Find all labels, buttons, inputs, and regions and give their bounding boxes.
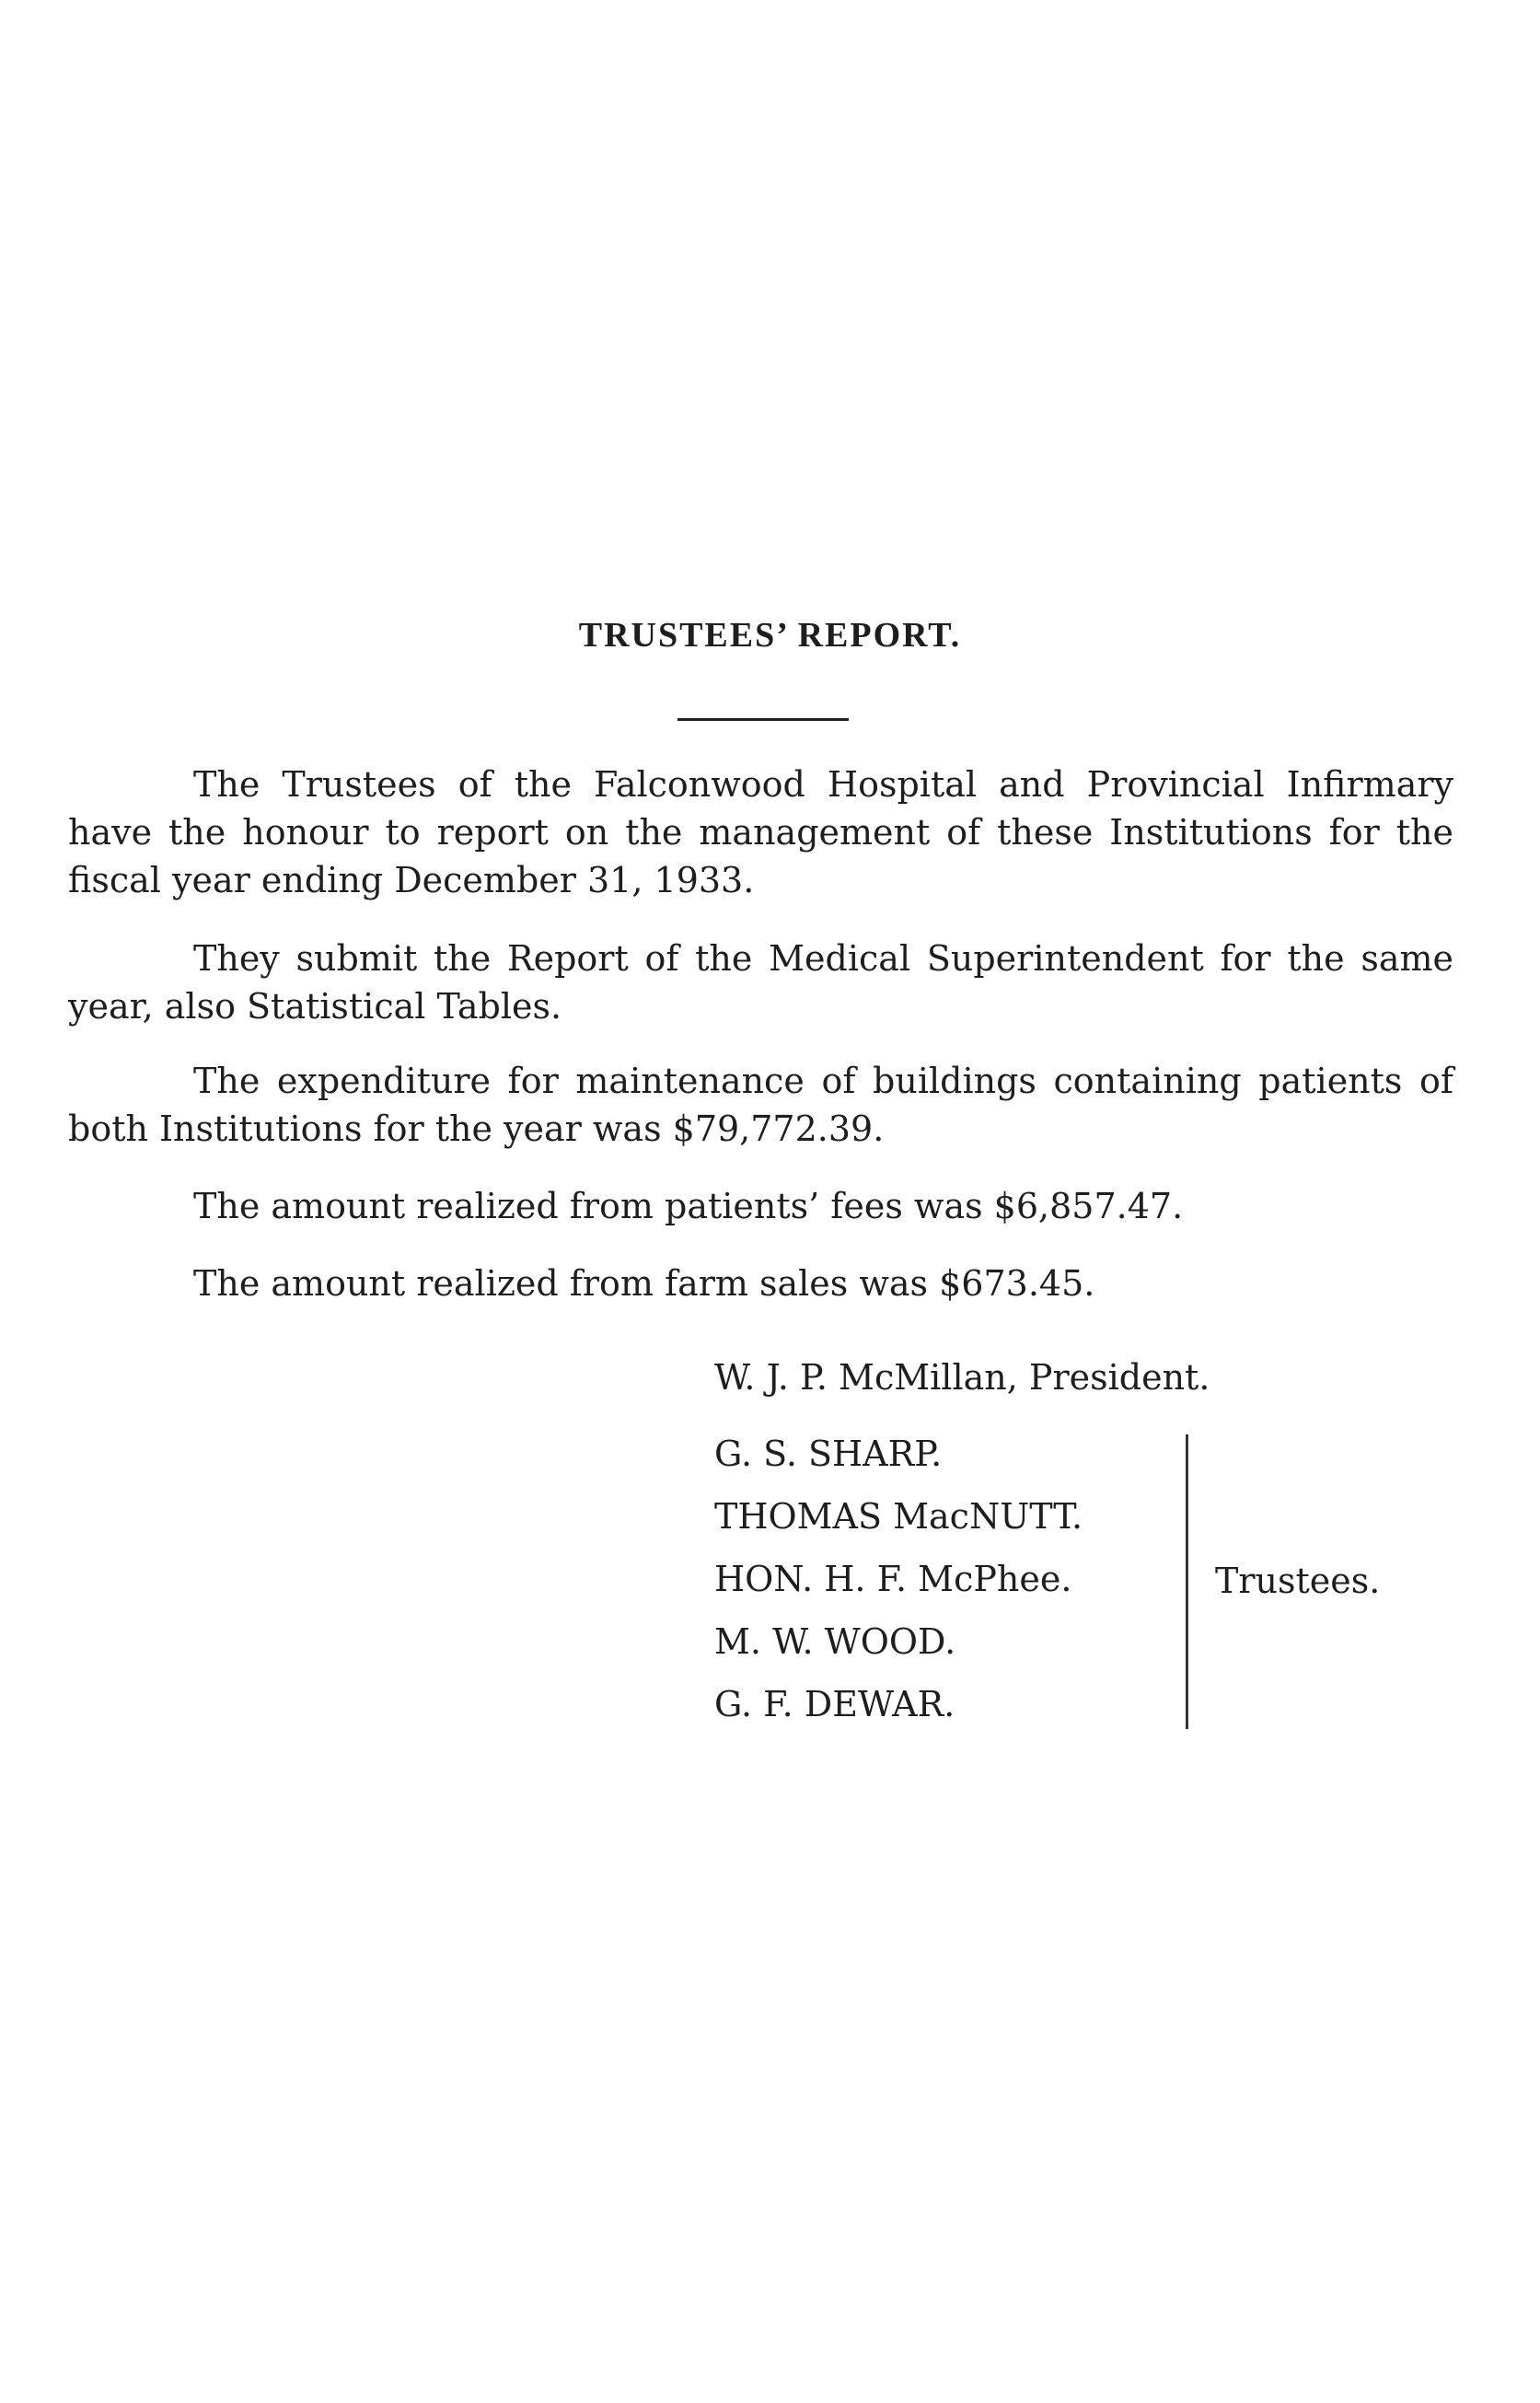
- paragraph-patient-fees-text: The amount realized from patients’ fees was $6,857.47.: [193, 1186, 1184, 1226]
- title-divider: [677, 718, 849, 721]
- paragraph-intro-text: The Trustees of the Falconwood Hospital and Provincial Infirmary have the honour to report on the management of these Institutions for the fiscal year ending December 31, 1933.: [68, 764, 1453, 900]
- trustee-name: M. W. WOOD.: [714, 1621, 956, 1662]
- trustee-name: G. F. DEWAR.: [714, 1684, 955, 1724]
- trustees-label: Trustees.: [1215, 1561, 1381, 1601]
- president-signature: W. J. P. McMillan, President.: [714, 1357, 1210, 1398]
- paragraph-farm-sales-text: The amount realized from farm sales was $673.45.: [193, 1263, 1095, 1304]
- trustee-brace: [1186, 1434, 1188, 1729]
- trustee-name: HON. H. F. McPhee.: [714, 1559, 1072, 1599]
- paragraph-submission: [68, 934, 1453, 1030]
- paragraph-farm-sales: [68, 1260, 1453, 1307]
- trustee-name: G. S. SHARP.: [714, 1434, 943, 1474]
- trustee-list: [714, 1422, 1083, 1736]
- trustee-name: THOMAS MacNUTT.: [714, 1496, 1083, 1537]
- paragraph-submission-text: They submit the Report of the Medical Superintendent for the same year, also Statistical Tables.: [68, 938, 1453, 1027]
- paragraph-expenditure: [68, 1057, 1453, 1153]
- report-title: TRUSTEES’ REPORT.: [578, 616, 962, 655]
- paragraph-patient-fees: [68, 1182, 1453, 1230]
- paragraph-intro: [68, 760, 1453, 904]
- paragraph-expenditure-text: The expenditure for maintenance of buildings containing patients of both Institutions for the year was $79,772.39.: [68, 1061, 1453, 1149]
